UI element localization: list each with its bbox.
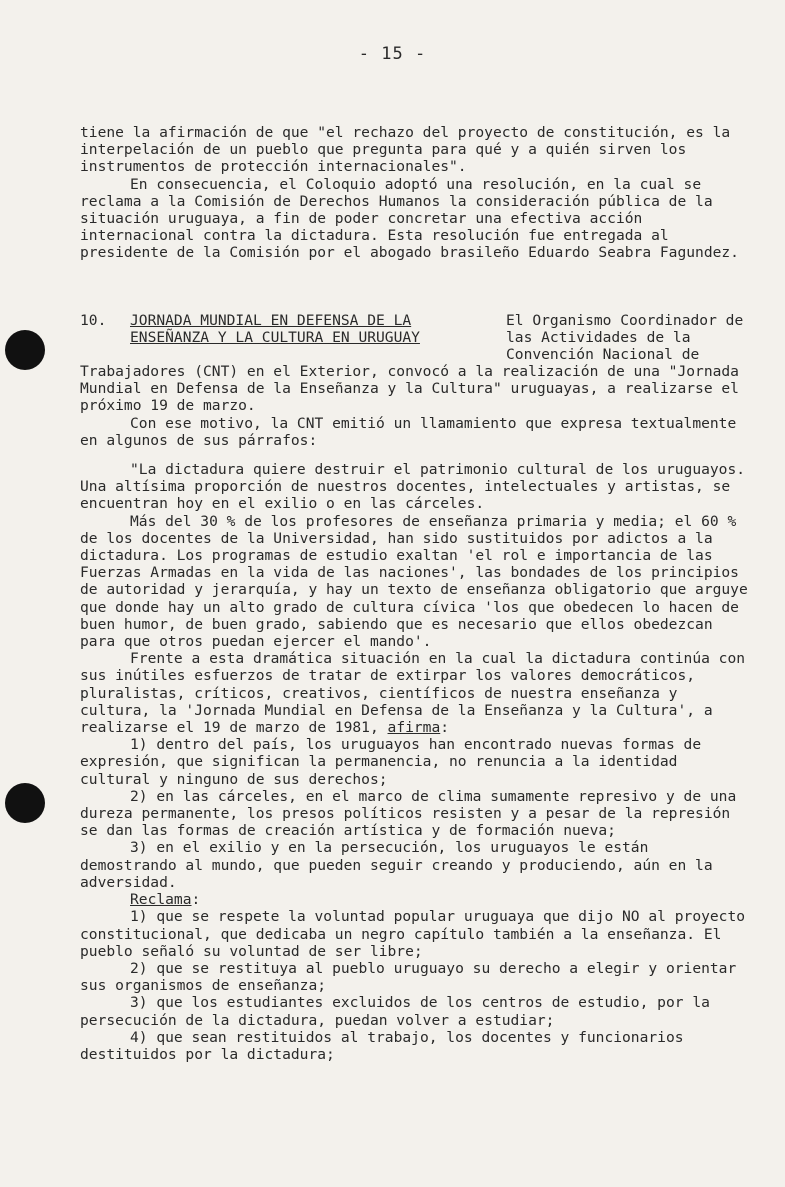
reclama-item: 4) que sean restituidos al trabajo, los docentes y funcionarios destituidos por la dictadura; <box>80 1028 684 1063</box>
page-number: - 15 - <box>358 44 427 64</box>
reclama-item: 2) que se restituya al pueblo uruguayo su derecho a elegir y orientar sus organismos de enseñanza; <box>80 959 737 995</box>
section-10 <box>80 312 752 364</box>
section-title <box>130 312 506 364</box>
section-intro: El Organismo Coordinador de las Actividades de la Convención Nacional de <box>506 312 744 364</box>
reclama-heading: Reclama: <box>130 891 201 909</box>
reclama-label: Reclama <box>130 891 192 909</box>
afirma-label: afirma <box>387 719 441 737</box>
section-title-line: JORNADA MUNDIAL EN DEFENSA DE LA <box>130 312 412 329</box>
afirma-item: 2) en las cárceles, en el marco de clima sumamente represivo y de una dureza permanente, los presos políticos resisten y a pesar de la represión se dan las formas de creación artística y de formación nueva; <box>80 787 737 840</box>
quote-paragraph: Más del 30 % de los profesores de enseñanza primaria y media; el 60 % de los docentes de la Universidad, han sido sustituidos por adictos a la dictadura. Los programas de estudio exaltan 'el rol e importancia de las Fuerzas Armadas en la vida de las naciones', las bondades de los principios de autoridad y jerarquía, y hay un texto de enseñanza obligatorio que arguye que donde hay un alto grado de cultura cívica 'los que obedecen lo hacen de buen humor, de buen grado, sabiendo que es necesario que ellos obedezcan para que otros puedan ejercer el mando'. <box>80 512 748 651</box>
quote-text: Frente a esta dramática situación en la cual la dictadura continúa con sus inútiles esfuerzos de tratar de extirpar los valores democráticos, pluralistas, críticos, creativos, científicos de nuestra enseñanza y cultura, la 'Jornada Mundial en Defensa de la Enseñanza y la Cultura', a realizarse el 19 de marzo de 1981, <box>80 650 746 737</box>
paragraph: Con ese motivo, la CNT emitió un llamamiento que expresa textualmente en algunos de sus párrafos: <box>80 414 737 449</box>
punch-hole <box>5 783 45 823</box>
section-body <box>80 363 752 1063</box>
afirma-item: 3) en el exilio y en la persecución, los uruguayos le están demostrando al mundo, que pueden seguir creando y produciendo, aún en la adversidad. <box>80 839 713 891</box>
reclama-item: 3) que los estudiantes excluidos de los centros de estudio, por la persecución de la dictadura, puedan volver a estudiar; <box>80 994 710 1029</box>
punch-hole <box>5 330 45 370</box>
section-number: 10. <box>80 312 107 329</box>
intro-block <box>80 124 752 262</box>
section-title-line: ENSEÑANZA Y LA CULTURA EN URUGUAY <box>130 329 420 347</box>
section-heading <box>80 312 752 364</box>
reclama-item: 1) que se respete la voluntad popular uruguaya que dijo NO al proyecto constitucional, que dedicaba un negro capítulo también a la enseñanza. El pueblo señaló su voluntad de ser libre; <box>80 908 746 960</box>
quote-paragraph: Frente a esta dramática situación en la cual la dictadura continúa con sus inútiles esfuerzos de tratar de extirpar los valores democráticos, pluralistas, críticos, creativos, científicos de nuestra enseñanza y cultura, la 'Jornada Mundial en Defensa de la Enseñanza y la Cultura', a realizarse el 19 de marzo de 1981, afirma: <box>80 650 746 737</box>
quote-paragraph: "La dictadura quiere destruir el patrimonio cultural de los uruguayos. Una altísima proporción de nuestros docentes, intelectuales y artistas, se encuentran hoy en el exilio o en las cárceles. <box>80 461 746 513</box>
paragraph: Trabajadores (CNT) en el Exterior, convocó a la realización de una "Jornada Mundial en Defensa de la Enseñanza y la Cultura" uruguayas, a realizarse el próximo 19 de marzo. <box>80 363 739 415</box>
afirma-item: 1) dentro del país, los uruguayos han encontrado nuevas formas de expresión, que significan la permanencia, no renuncia a la identidad cultural y ninguno de sus derechos; <box>80 736 702 788</box>
paragraph: En consecuencia, el Coloquio adoptó una resolución, en la cual se reclama a la Comisión de Derechos Humanos la consideración pública de la situación uruguaya, a fin de poder concretar una efectiva acción internacional contra la dictadura. Esta resolución fue entregada al presidente de la Comisión por el abogado brasileño Eduardo Seabra Fagundez. <box>80 175 739 262</box>
paragraph: tiene la afirmación de que "el rechazo del proyecto de constitución, es la interpelación de un pueblo que pregunta para qué y a quién sirven los instrumentos de protección internacionales". <box>80 124 731 176</box>
